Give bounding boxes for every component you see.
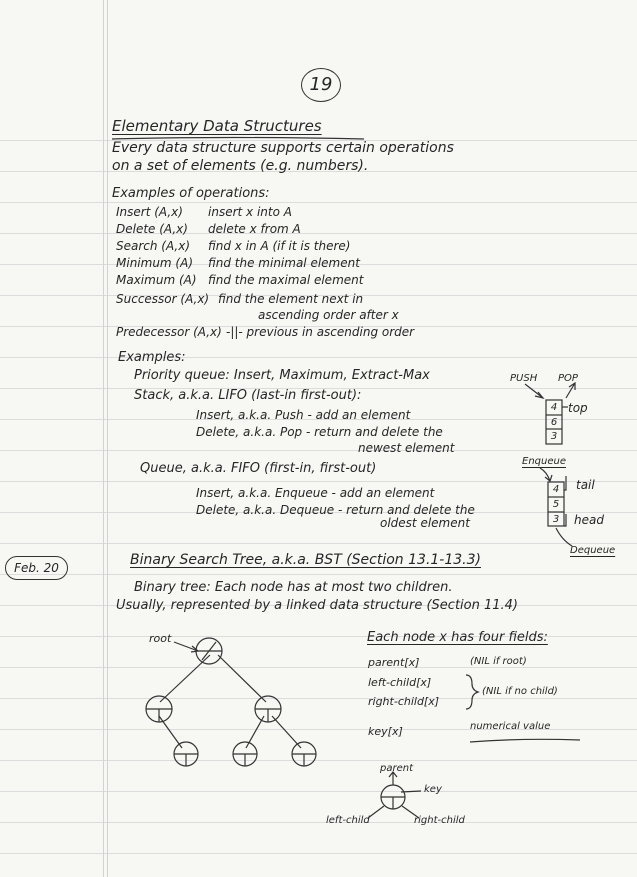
field-parent: parent[x] xyxy=(368,656,420,669)
queue-cell-value: 5 xyxy=(552,499,560,510)
tree-node-left xyxy=(146,696,172,722)
operation-desc: insert x into A xyxy=(208,205,292,219)
operation-name: Delete (A,x) xyxy=(116,222,188,236)
queue-insert: Insert, a.k.a. Enqueue - add an element xyxy=(196,486,435,500)
operation-desc: find the element next in xyxy=(218,292,364,306)
tree-leaf xyxy=(292,742,316,766)
dequeue-arrow xyxy=(556,528,572,546)
operation-desc: delete x from A xyxy=(208,222,301,236)
tree-node-right xyxy=(255,696,281,722)
operation-desc: ascending order after x xyxy=(258,308,399,322)
stack-delete: Delete, a.k.a. Pop - return and delete the xyxy=(196,425,443,439)
intro-line-2: on a set of elements (e.g. numbers). xyxy=(112,158,369,174)
bst-title: Binary Search Tree, a.k.a. BST (Section 13.1-13.3) xyxy=(130,552,481,568)
operation-name: Maximum (A) xyxy=(116,273,197,287)
operation-name: Search (A,x) xyxy=(116,239,191,253)
queue-delete-cont: oldest element xyxy=(380,516,470,530)
operation-name: Predecessor (A,x) xyxy=(116,325,222,339)
root-label: root xyxy=(149,632,172,645)
queue-delete: Delete, a.k.a. Dequeue - return and delete the xyxy=(196,503,475,517)
stack-box xyxy=(546,400,562,444)
sample-node xyxy=(381,785,405,809)
field-right: right-child[x] xyxy=(368,695,440,708)
field-parent-note: (NIL if root) xyxy=(470,656,527,667)
key-note-underline xyxy=(470,739,580,742)
field-child-note: (NIL if no child) xyxy=(482,686,558,697)
dequeue-label: Dequeue xyxy=(570,545,616,556)
node-key-label: key xyxy=(424,784,442,795)
tree-leaf xyxy=(174,742,198,766)
tree-edge xyxy=(272,716,301,748)
tail-label: tail xyxy=(576,478,595,492)
left-arrow xyxy=(368,806,384,818)
tree-leaf xyxy=(233,742,257,766)
head-label: head xyxy=(574,513,604,527)
node-right-label: right-child xyxy=(414,815,465,826)
enqueue-label: Enqueue xyxy=(522,456,566,467)
queue-box xyxy=(548,482,564,526)
stack-cell-value: 4 xyxy=(550,402,558,413)
tree-edge xyxy=(218,655,266,702)
node-parent-label: parent xyxy=(380,763,413,774)
section-title: Elementary Data Structures xyxy=(112,117,322,135)
queue-title: Queue, a.k.a. FIFO (first-in, first-out) xyxy=(140,461,377,476)
bst-line-2: Usually, represented by a linked data structure (Section 11.4) xyxy=(116,598,518,613)
stack-cell-value: 6 xyxy=(550,417,558,428)
pop-label: POP xyxy=(558,373,578,384)
priority-queue-line: Priority queue: Insert, Maximum, Extract-Max xyxy=(134,368,430,383)
queue-cell-value: 3 xyxy=(552,514,560,525)
intro-line-1: Every data structure supports certain operations xyxy=(112,140,454,156)
date-badge: Feb. 20 xyxy=(5,556,68,580)
stack-cell-value: 3 xyxy=(550,431,558,442)
operation-name: Insert (A,x) xyxy=(116,205,183,219)
node-left-label: left-child xyxy=(326,815,370,826)
field-key-note: numerical value xyxy=(470,721,551,732)
operation-desc: find the minimal element xyxy=(208,256,360,270)
stack-title: Stack, a.k.a. LIFO (last-in first-out): xyxy=(134,388,362,403)
push-arrow xyxy=(525,384,543,398)
operation-desc: find x in A (if it is there) xyxy=(208,239,351,253)
operation-name: Minimum (A) xyxy=(116,256,193,270)
push-label: PUSH xyxy=(510,373,538,384)
fields-heading: Each node x has four fields: xyxy=(367,630,548,645)
stack-delete-cont: newest element xyxy=(358,441,455,455)
pop-arrow xyxy=(566,383,575,398)
operation-name: Successor (A,x) xyxy=(116,292,210,306)
operation-desc: -||- previous in ascending order xyxy=(226,325,415,339)
examples-heading: Examples: xyxy=(118,350,186,365)
stack-insert: Insert, a.k.a. Push - add an element xyxy=(196,408,411,422)
field-left: left-child[x] xyxy=(368,676,432,689)
child-brace xyxy=(466,675,478,709)
stack-top-label: top xyxy=(568,401,588,415)
field-key: key[x] xyxy=(368,725,403,738)
bst-line-1: Binary tree: Each node has at most two children. xyxy=(134,580,453,595)
root-arrow xyxy=(174,642,198,651)
queue-cell-value: 4 xyxy=(552,484,560,495)
page-number: 19 xyxy=(301,68,341,102)
right-arrow xyxy=(402,806,419,818)
operation-desc: find the maximal element xyxy=(208,273,364,287)
tree-edge xyxy=(159,716,182,748)
tree-node-root xyxy=(196,638,222,664)
title-underline xyxy=(112,138,364,140)
operations-heading: Examples of operations: xyxy=(112,186,270,201)
